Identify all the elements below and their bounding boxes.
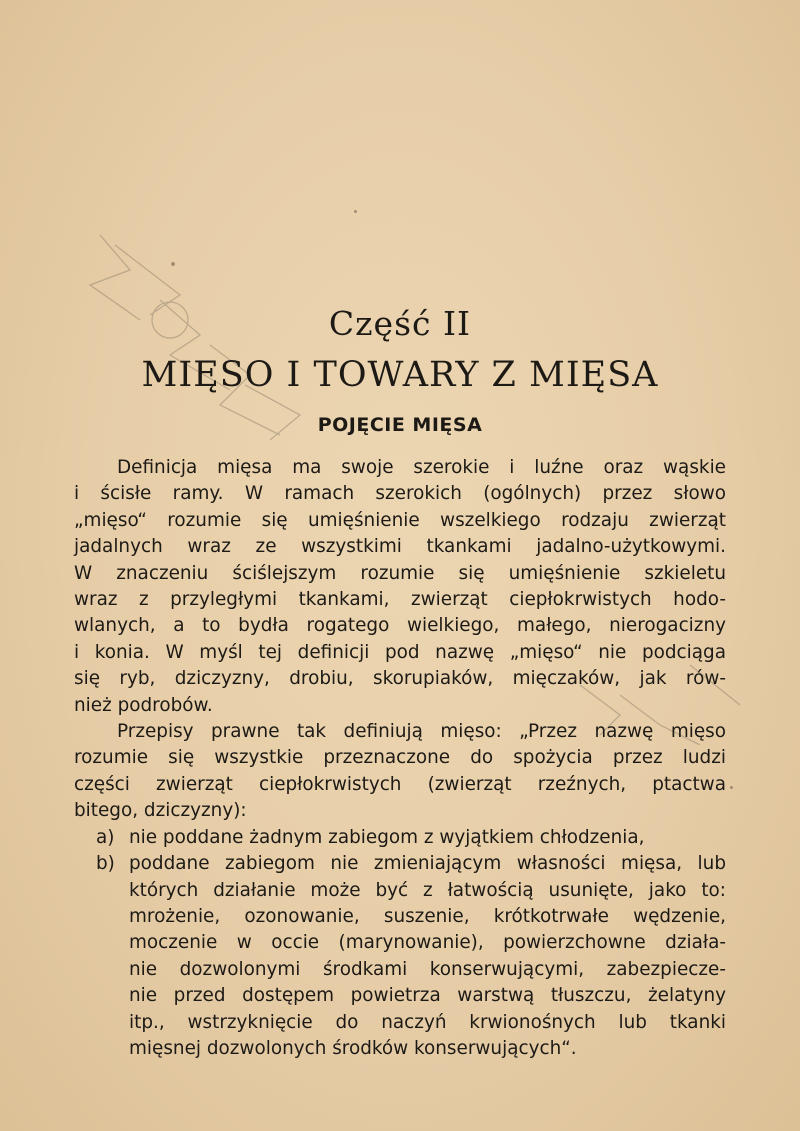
section-title: POJĘCIE MIĘSA [317,414,483,436]
list-marker: a) [96,826,115,848]
list-marker: b) [96,853,115,875]
text-line: moczenie w occie (marynowanie), powierzchowne działa- [129,932,726,954]
body-text [74,455,726,1062]
text-line: wraz z przyległymi tkankami, zwierząt ciepłokrwistych hodo- [74,589,726,611]
list-item-a [74,825,726,851]
text-line: bitego, dziczyzny): [74,800,247,822]
text-line: jadalnych wraz ze wszystkimi tkankami jadalno-użytkowymi. [74,536,726,558]
text-line: nież podrobów. [74,694,213,716]
text-line: mrożenie, ozonowanie, suszenie, krótkotrwałe wędzenie, [129,905,726,927]
paper-speck [354,210,357,213]
text-line: wlanych, a to bydła rogatego wielkiego, małego, nierogacizny [74,615,726,637]
text-line: rozumie się wszystkie przeznaczone do spożycia przez ludzi [74,747,726,769]
text-line: poddane zabiegom nie zmieniającym własności mięsa, lub [129,853,726,875]
text-line: Definicja mięsa ma swoje szerokie i luźne oraz wąskie [117,457,726,478]
part-label: Część II [328,304,472,343]
text-line: nie poddane żadnym zabiegom z wyjątkiem chłodzenia, [129,826,645,848]
text-line: i ścisłe ramy. W ramach szerokich (ogólnych) przez słowo [74,483,726,505]
text-line: i konia. W myśl tej definicji pod nazwę „mięso“ nie podciąga [74,641,726,663]
text-line: W znaczeniu ściślejszym rozumie się umięśnienie szkieletu [74,562,726,584]
text-line: się ryb, dziczyzny, drobiu, skorupiaków, mięczaków, jak rów- [74,668,726,690]
text-line: nie dozwolonymi środkami konserwującymi, zabezpiecze- [129,958,726,980]
text-line: nie przed dostępem powietrza warstwą tłuszczu, żelatyny [129,985,726,1007]
text-line: Przepisy prawne tak definiują mięso: „Przez nazwę mięso [117,721,726,743]
list-item-b [74,851,726,1062]
paper-speck [730,786,733,789]
text-line: mięsnej dozwolonych środków konserwujących“. [129,1037,577,1059]
text-line: „mięso“ rozumie się umięśnienie wszelkiego rodzaju zwierząt [74,509,726,531]
text-line: itp., wstrzyknięcie do naczyń krwionośnych lub tkanki [129,1011,726,1033]
text-line: części zwierząt ciepłokrwistych (zwierząt rzeźnych, ptactwa [74,773,726,795]
paper-speck [171,262,175,266]
text-line: których działanie może być z łatwością usunięte, jako to: [129,879,726,901]
main-title: MIĘSO I TOWARY Z MIĘSA [141,355,659,395]
